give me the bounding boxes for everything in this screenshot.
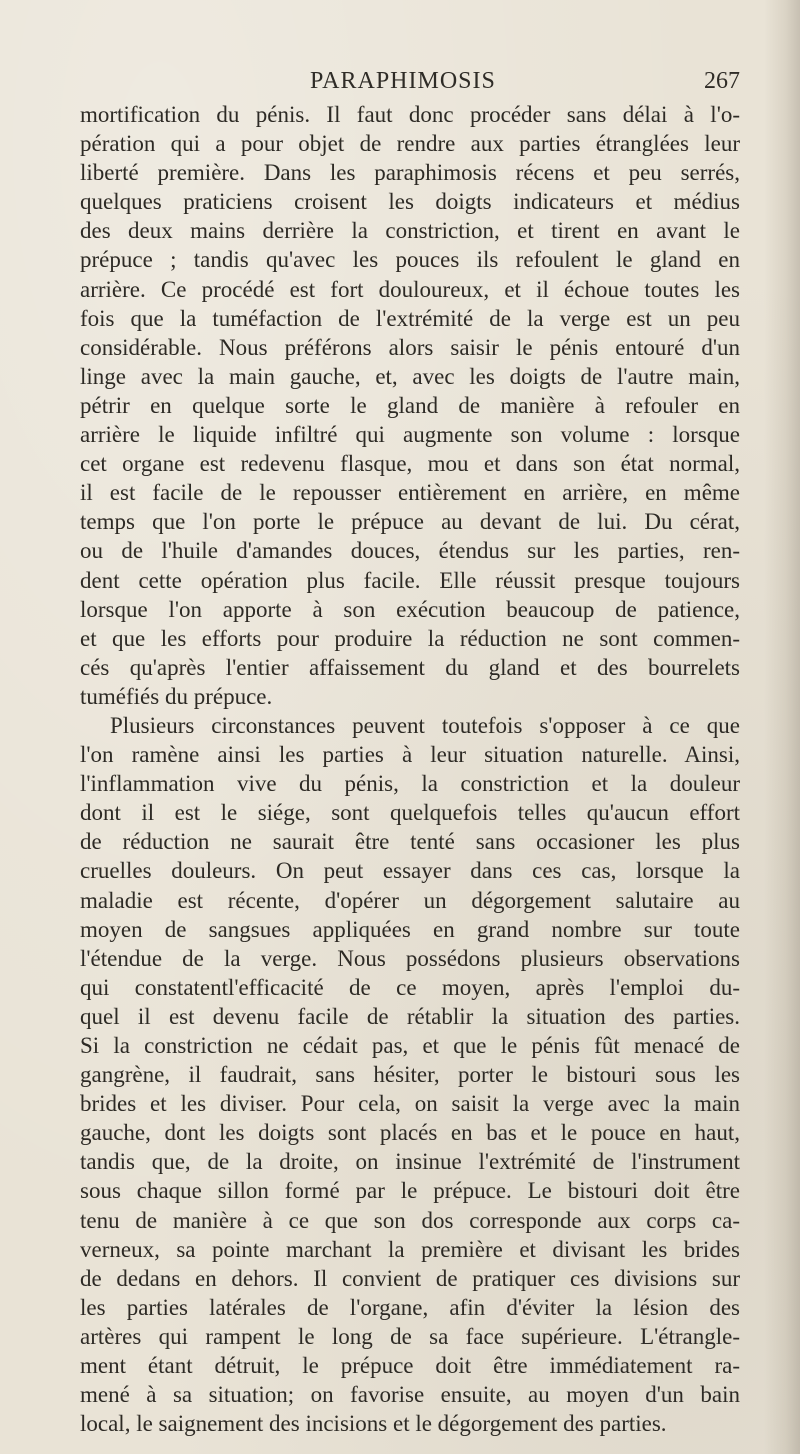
text-line: arrière le liquide infiltré qui augmente son volume : lorsque <box>80 422 740 448</box>
text-line: lorsque l'on apporte à son exécution beaucoup de patience, <box>80 596 740 622</box>
page-number: 267 <box>704 68 740 94</box>
text-line: de réduction ne saurait être tenté sans occasioner les plus <box>80 829 740 855</box>
paragraph-end-line: local, le saignement des incisions et le dégorgement des parties. <box>80 1411 667 1437</box>
text-line: mortification du pénis. Il faut donc procéder sans délai à l'o- <box>80 102 740 127</box>
text-line: cet organe est redevenu flasque, mou et dans son état normal, <box>80 451 740 477</box>
text-line: et que les efforts pour produire la réduction ne sont commen- <box>80 625 740 651</box>
text-line: prépuce ; tandis qu'avec les pouces ils refoulent le gland en <box>80 247 740 273</box>
text-line: dont il est le siége, sont quelquefois telles qu'aucun effort <box>80 800 740 826</box>
text-line: ment étant détruit, le prépuce doit être immédiatement ra- <box>80 1353 740 1379</box>
text-line: artères qui rampent le long de sa face supérieure. L'étrangle- <box>80 1323 740 1349</box>
paragraph-end-line: tuméfiés du prépuce. <box>80 683 273 709</box>
text-line: de dedans en dehors. Il convient de pratiquer ces divisions sur <box>80 1265 740 1291</box>
text-line: fois que la tuméfaction de l'extrémité de la verge est un peu <box>80 305 740 331</box>
text-line: considérable. Nous préférons alors saisir le pénis entouré d'un <box>80 334 740 360</box>
paragraph-start-line: Plusieurs circonstances peuvent toutefois s'opposer à ce que <box>110 712 740 738</box>
text-line: l'inflammation vive du pénis, la constriction et la douleur <box>80 771 740 797</box>
text-line: mené à sa situation; on favorise ensuite, au moyen d'un bain <box>80 1382 740 1408</box>
text-line: dent cette opération plus facile. Elle réussit presque toujours <box>80 567 740 593</box>
text-line: linge avec la main gauche, et, avec les doigts de l'autre main, <box>80 363 740 389</box>
text-line: quel il est devenu facile de rétablir la situation des parties. <box>80 1003 740 1029</box>
text-line: des deux mains derrière la constriction, et tirent en avant le <box>80 218 740 244</box>
page-edge-shadow <box>764 0 800 1454</box>
text-line: verneux, sa pointe marchant la première et divisant les brides <box>80 1236 740 1262</box>
text-line: ou de l'huile d'amandes douces, étendus sur les parties, ren- <box>80 538 740 564</box>
text-line: cruelles douleurs. On peut essayer dans ces cas, lorsque la <box>80 858 740 884</box>
text-line: quelques praticiens croisent les doigts indicateurs et médius <box>80 189 740 215</box>
text-line: Si la constriction ne cédait pas, et que le pénis fût menacé de <box>80 1033 740 1058</box>
text-line: cés qu'après l'entier affaissement du gland et des bourrelets <box>80 654 740 680</box>
text-line: tenu de manière à ce que son dos corresponde aux corps ca- <box>80 1207 740 1233</box>
text-line: liberté première. Dans les paraphimosis récens et peu serrés, <box>80 160 740 186</box>
text-line: il est facile de le repousser entièrement en arrière, en même <box>80 480 740 506</box>
text-line: pération qui a pour objet de rendre aux parties étranglées leur <box>80 131 740 157</box>
running-title: PARAPHIMOSIS <box>310 68 496 94</box>
text-line: les parties latérales de l'organe, afin d'éviter la lésion des <box>80 1294 740 1320</box>
text-line: brides et les diviser. Pour cela, on saisit la verge avec la main <box>80 1091 740 1117</box>
text-line: gauche, dont les doigts sont placés en bas et le pouce en haut, <box>80 1120 740 1146</box>
page-header <box>80 62 740 102</box>
text-line: l'étendue de la verge. Nous possédons plusieurs observations <box>80 945 740 971</box>
body-text <box>80 100 740 1438</box>
text-line: maladie est récente, d'opérer un dégorgement salutaire au <box>80 887 740 913</box>
text-line: pétrir en quelque sorte le gland de manière à refouler en <box>80 392 740 418</box>
text-line: tandis que, de la droite, on insinue l'extrémité de l'instrument <box>80 1149 740 1175</box>
text-line: qui constatentl'efficacité de ce moyen, après l'emploi du- <box>80 974 740 1000</box>
text-line: gangrène, il faudrait, sans hésiter, porter le bistouri sous les <box>80 1062 740 1088</box>
text-line: l'on ramène ainsi les parties à leur situation naturelle. Ainsi, <box>80 742 740 768</box>
text-line: arrière. Ce procédé est fort douloureux, et il échoue toutes les <box>80 276 740 302</box>
text-line: temps que l'on porte le prépuce au devant de lui. Du cérat, <box>80 509 740 535</box>
text-line: moyen de sangsues appliquées en grand nombre sur toute <box>80 916 740 942</box>
text-line: sous chaque sillon formé par le prépuce. Le bistouri doit être <box>80 1178 740 1204</box>
